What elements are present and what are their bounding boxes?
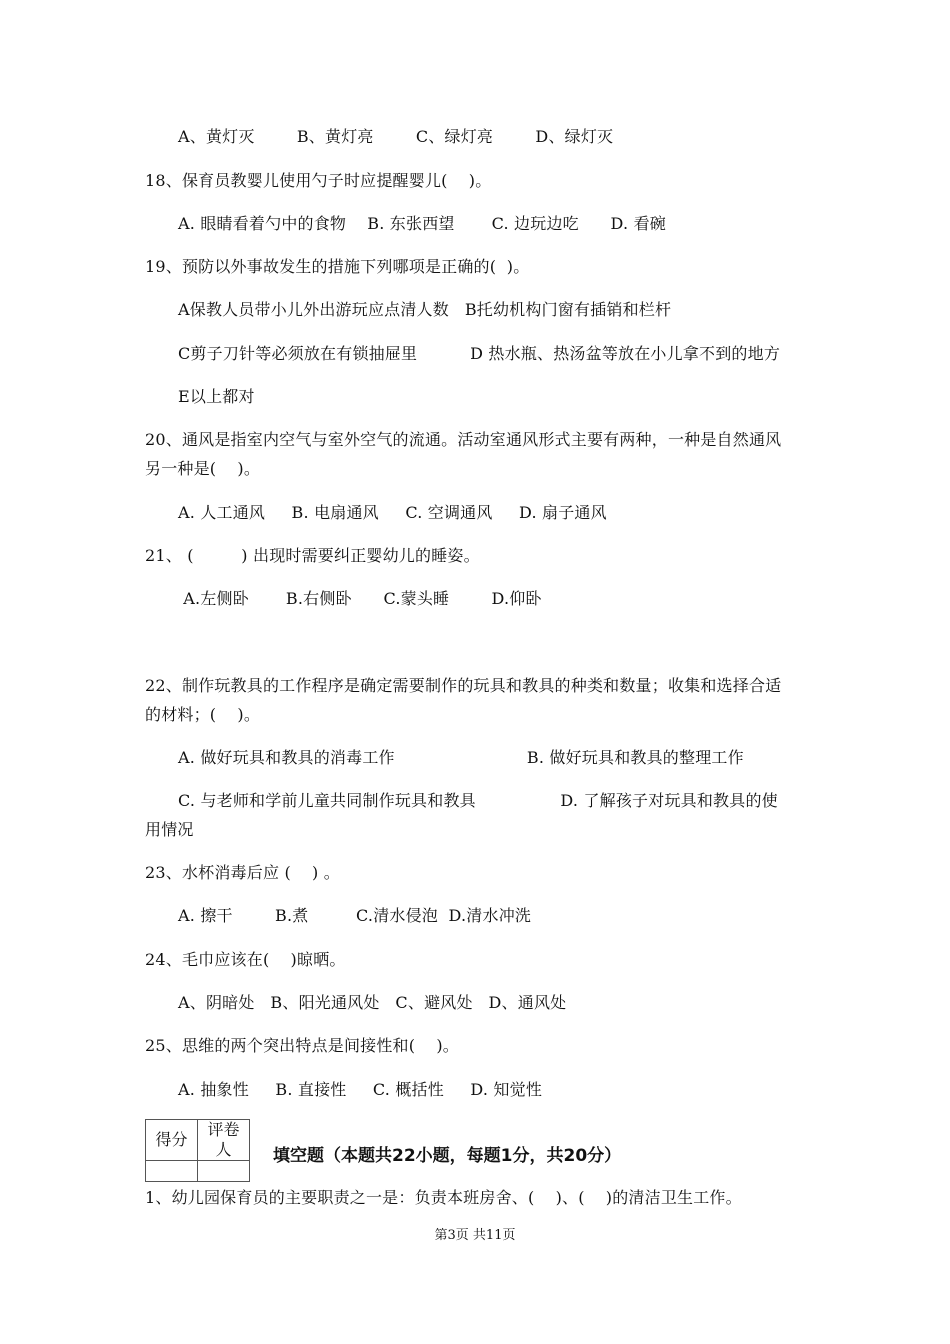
q20-options: A. 人工通风 B. 电扇通风 C. 空调通风 D. 扇子通风 (178, 503, 607, 522)
section-title: 填空题（本题共22小题，每题1分，共20分） (273, 1146, 622, 1166)
q19-option-e: E以上都对 (178, 387, 255, 406)
q22-option-cont: 用情况 (145, 820, 194, 839)
q25-stem: 25、思维的两个突出特点是间接性和( )。 (145, 1036, 459, 1055)
q19-option-ab: A保教人员带小儿外出游玩应点清人数 B托幼机构门窗有插销和栏杆 (178, 300, 672, 319)
q17-options: A、黄灯灭 B、黄灯亮 C、绿灯亮 D、绿灯灭 (178, 127, 614, 146)
q20-stem: 20、通风是指室内空气与室外空气的流通。活动室通风形式主要有两种，一种是自然通风 (145, 430, 782, 449)
q18-options: A. 眼睛看着勺中的食物 B. 东张西望 C. 边玩边吃 D. 看碗 (178, 214, 666, 233)
q22-option-ab: A. 做好玩具和教具的消毒工作 B. 做好玩具和教具的整理工作 (178, 748, 744, 767)
q23-options: A. 擦干 B.煮 C.清水侵泡 D.清水冲洗 (178, 906, 532, 925)
q19-stem: 19、预防以外事故发生的措施下列哪项是正确的( )。 (145, 257, 530, 276)
q25-options: A. 抽象性 B. 直接性 C. 概括性 D. 知觉性 (178, 1080, 543, 1099)
q23-stem: 23、水杯消毒后应 ( ) 。 (145, 863, 340, 882)
q21-options: A.左侧卧 B.右侧卧 C.蒙头睡 D.仰卧 (178, 589, 542, 608)
q24-stem: 24、毛巾应该在( )晾晒。 (145, 950, 346, 969)
q21-stem: 21、 ( ) 出现时需要纠正婴幼儿的睡姿。 (145, 546, 480, 565)
grader-cell (198, 1161, 250, 1182)
q22-stem-cont: 的材料；( )。 (145, 705, 261, 724)
q24-options: A、阴暗处 B、阳光通风处 C、避风处 D、通风处 (178, 993, 567, 1012)
page-footer: 第3页 共11页 (434, 1228, 516, 1243)
q18-stem: 18、保育员教婴儿使用勺子时应提醒婴儿( )。 (145, 171, 492, 190)
fill-question-1: 1、幼儿园保育员的主要职责之一是：负责本班房舍、( )、( )的清洁卫生工作。 (145, 1188, 742, 1207)
score-header: 得分 (146, 1120, 198, 1161)
q20-stem-cont: 另一种是( )。 (145, 459, 261, 478)
q22-option-cd: C. 与老师和学前儿童共同制作玩具和教具 D. 了解孩子对玩具和教具的使 (178, 791, 778, 810)
score-table (145, 1119, 250, 1182)
q19-option-cd: C剪子刀针等必须放在有锁抽屉里 D 热水瓶、热汤盆等放在小儿拿不到的地方 (178, 344, 781, 363)
grader-header: 评卷人 (198, 1120, 250, 1161)
score-cell (146, 1161, 198, 1182)
q22-stem: 22、制作玩教具的工作程序是确定需要制作的玩具和教具的种类和数量；收集和选择合适 (145, 676, 782, 695)
